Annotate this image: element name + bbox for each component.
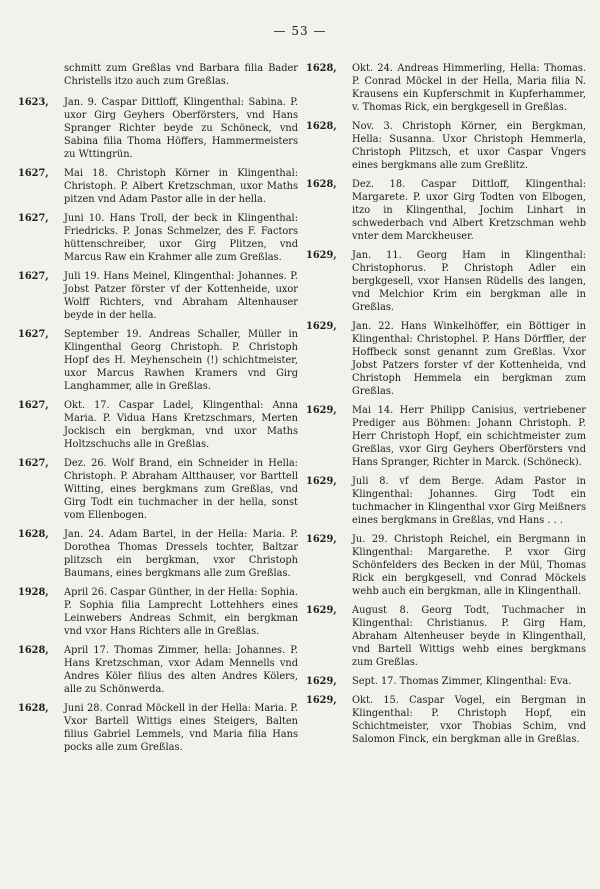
entry-text: Juni 10. Hans Troll, der beck in Klingenthal: Friedricks. P. Jonas Schmelzer, des F. Factors hüttenschreiber, uxor Girg Plitzen, vnd Marcus Raw ein Krahmer alle zum Greßlas. — [64, 213, 298, 263]
entry-text: Dez. 26. Wolf Brand, ein Schneider in Hella: Christoph. P. Abraham Altthauser, vor Barttell Witting, eines bergkmans zum Greßlas, vnd Girg Todt ein tuchmacher in der hella, sonst vom Ellenbogen. — [64, 458, 298, 521]
entry-year: 1627, — [18, 271, 49, 282]
entry-text: Dez. 18. Caspar Dittloff, Klingenthal: Margarete. P. uxor Girg Todten von Elbogen, itzo in Klingenthal, Jochim Linhart in schwederbach vnd Albert Kretzschman wehb vnter dem Marckheuser. — [352, 179, 586, 242]
entry-text: August 8. Georg Todt, Tuchmacher in Klingenthal: Christianus. P. Girg Ham, Abraham Altenheuser beyde in Klingenthall, vnd Bartell Wittigs wehb eines bergkmans zum Greßlas. — [352, 605, 586, 668]
register-entry — [306, 404, 586, 469]
entry-year: 1627, — [18, 168, 49, 179]
register-entry — [306, 249, 586, 314]
entry-year: 1628, — [306, 121, 337, 132]
entry-text: Jan. 24. Adam Bartel, in der Hella: Maria. P. Dorothea Thomas Dressels tochter, Baltzar plitzsch ein bergkman, vxor Christoph Baumans, eines bergkmans alle zum Greßlas. — [64, 529, 298, 579]
entry-year: 1928, — [18, 587, 49, 598]
register-entry — [306, 533, 586, 598]
register-entry — [18, 270, 298, 322]
entry-text: Juli 19. Hans Meinel, Klingenthal: Johannes. P. Jobst Patzer förster vf der Kottenheide, uxor Wolff Richters, vnd Abraham Altenhauser beyde in der hella. — [64, 271, 298, 321]
entry-text: Mai 14. Herr Philipp Canisius, vertriebener Prediger aus Böhmen: Johann Christoph. P. Herr Christoph Hopf, ein schichtmeister zum Greßlas, vxor Girg Geyhers Oberförsters vnd Hans Spranger, Richter in Marck. (Schöneck). — [352, 405, 586, 468]
register-entry — [306, 178, 586, 243]
entry-text: Okt. 15. Caspar Vogel, ein Bergman in Klingenthal: P. Christoph Hopf, ein Schichtmeister, vxor Thobias Schim, vnd Salomon Finck, ein bergkman alle in Greßlas. — [352, 695, 586, 745]
left-column — [18, 62, 298, 881]
entry-year: 1627, — [18, 213, 49, 224]
entry-text: Ju. 29. Christoph Reichel, ein Bergmann in Klingenthal: Margarethe. P. vxor Girg Schönfelders des Becken in der Mül, Thomas Rick ein bergkgesell, vnd Conrad Möckels wehb auch ein bergkman, alle in Klingenthall. — [352, 534, 586, 597]
register-entry — [18, 702, 298, 754]
entry-text: Mai 18. Christoph Körner in Klingenthal: Christoph. P. Albert Kretzschman, uxor Maths pitzen vnd Adam Pastor alle in der hella. — [64, 168, 298, 205]
register-entry — [306, 675, 586, 688]
entry-year: 1628, — [306, 179, 337, 190]
entry-year: 1629, — [306, 676, 337, 687]
entry-year: 1629, — [306, 476, 337, 487]
register-entry — [18, 328, 298, 393]
register-entry — [18, 399, 298, 451]
entry-year: 1629, — [306, 534, 337, 545]
right-column — [306, 62, 586, 881]
register-entry — [306, 320, 586, 398]
register-entry — [18, 644, 298, 696]
entry-text: schmitt zum Greßlas vnd Barbara filia Bader Christells itzo auch zum Greßlas. — [64, 63, 298, 87]
entry-year: 1629, — [306, 250, 337, 261]
entry-year: 1629, — [306, 321, 337, 332]
entry-year: 1628, — [306, 63, 337, 74]
entry-text: Juni 28. Conrad Möckell in der Hella: Maria. P. Vxor Bartell Wittigs eines Steigers, Balten filius Gabriel Lemmels, vnd Maria filia Hans pocks alle zum Greßlas. — [64, 703, 298, 753]
register-entry — [18, 212, 298, 264]
entry-text: Jan. 22. Hans Winkelhöffer, ein Böttiger in Klingenthal: Christophel. P. Hans Dörffler, der Hoffbeck sonst genannt zum Greßlas. Vxor Jobst Patzers forster vf der Kottenheida, vnd Christoph Hemmela ein bergkman zum Greßlas. — [352, 321, 586, 397]
register-entry — [306, 62, 586, 114]
entry-year: 1627, — [18, 329, 49, 340]
entry-text: Sept. 17. Thomas Zimmer, Klingenthal: Eva. — [352, 676, 572, 687]
entry-year: 1628, — [18, 703, 49, 714]
register-entry — [306, 120, 586, 172]
entry-text: Jan. 11. Georg Ham in Klingenthal: Christophorus. P. Christoph Adler ein bergkgesell, vxor Hansen Rüdells des langen, vnd Melchior Krim ein bergkman alle in Greßlas. — [352, 250, 586, 313]
entry-year: 1627, — [18, 458, 49, 469]
entry-year: 1623, — [18, 97, 49, 108]
register-entry — [18, 167, 298, 206]
register-entry — [18, 586, 298, 638]
register-entry — [306, 694, 586, 746]
entry-text: September 19. Andreas Schaller, Müller in Klingenthal Georg Christoph. P. Christoph Hopf des H. Meyhenschein (!) schichtmeister, uxor Marcus Rawhen Kramers vnd Girg Langhammer, alle in Greßlas. — [64, 329, 298, 392]
register-entry — [18, 457, 298, 522]
register-entry — [306, 604, 586, 669]
entry-text: April 26. Caspar Günther, in der Hella: Sophia. P. Sophia filia Lamprecht Lottehhers eines Leinwebers Andreas Schmit, ein bergkman vnd vxor Hans Richters alle in Greßlas. — [64, 587, 298, 637]
page-number: — 53 — — [273, 24, 327, 38]
entry-text: Jan. 9. Caspar Dittloff, Klingenthal: Sabina. P. uxor Girg Geyhers Oberförsters, vnd Hans Spranger Richter beyde zu Schöneck, vnd Sabina filia Thoma Höffers, Hammermeisters zu Wttingrün. — [64, 97, 298, 160]
register-entry — [18, 96, 298, 161]
entry-year: 1629, — [306, 695, 337, 706]
entry-text: April 17. Thomas Zimmer, hella: Johannes. P. Hans Kretzschman, vxor Adam Mennells vnd Andres Köler filius des alten Andres Kölers, alle zu Schönwerda. — [64, 645, 298, 695]
register-entry — [306, 475, 586, 527]
register-entry — [18, 62, 298, 88]
entry-text: Okt. 17. Caspar Ladel, Klingenthal: Anna Maria. P. Vidua Hans Kretzschmars, Merten Jockisch ein bergkman, vnd uxor Maths Holtzschuchs alle in Greßlas. — [64, 400, 298, 450]
entry-text: Nov. 3. Christoph Körner, ein Bergkman, Hella: Susanna. Uxor Christoph Hemmerla, Christoph Plitzsch, et uxor Caspar Vngers eines bergkmans alle zum Greßlitz. — [352, 121, 586, 171]
entry-text: Okt. 24. Andreas Himmerling, Hella: Thomas. P. Conrad Möckel in der Hella, Maria filia N. Krausens ein Kupferschmit in Kupferhammer, v. Thomas Rick, ein bergkgesell in Greßlas. — [352, 63, 586, 113]
register-entry — [18, 528, 298, 580]
entry-year: 1629, — [306, 605, 337, 616]
entry-year: 1628, — [18, 645, 49, 656]
entry-year: 1629, — [306, 405, 337, 416]
entry-year: 1628, — [18, 529, 49, 540]
entry-text: Juli 8. vf dem Berge. Adam Pastor in Klingenthal: Johannes. Girg Todt ein tuchmacher in Klingenthal vxor Girg Meißners eines bergkmans in Greßlas, vnd Hans . . . — [352, 476, 586, 526]
entry-year: 1627, — [18, 400, 49, 411]
